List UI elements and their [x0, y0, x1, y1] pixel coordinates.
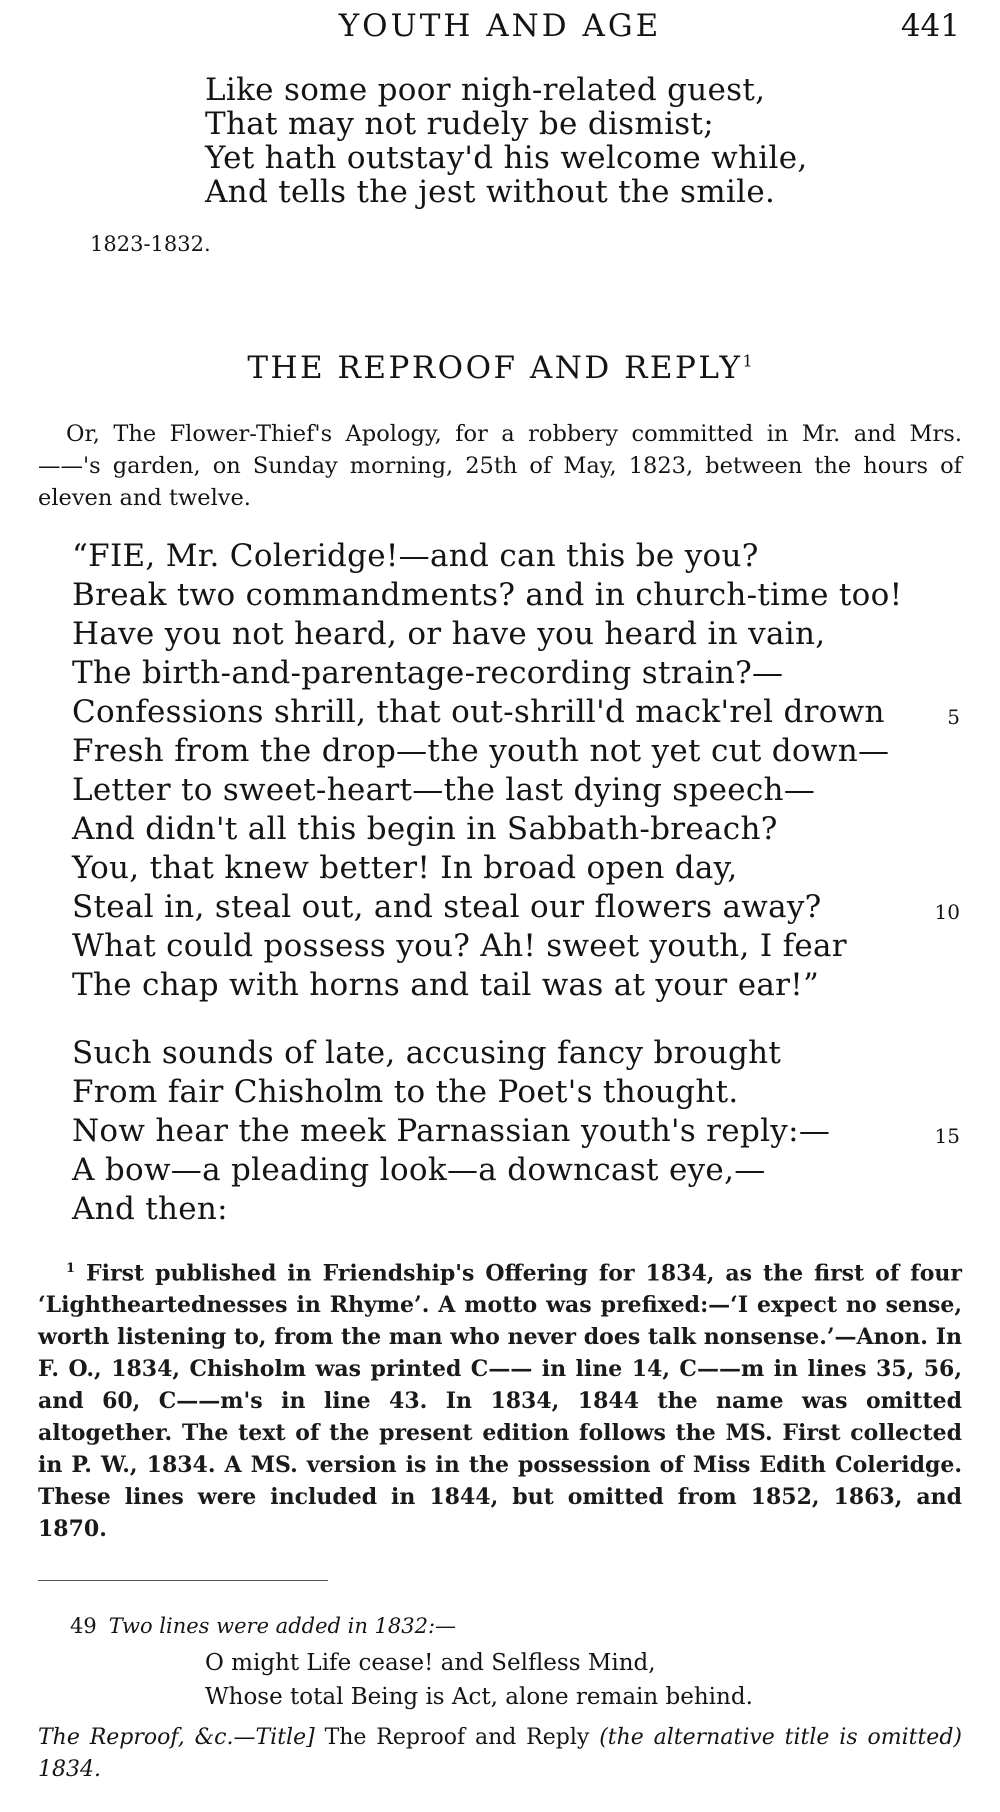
- verse-line: And didn't all this begin in Sabbath-breach?: [72, 811, 778, 847]
- verse-line: From fair Chisholm to the Poet's thought.: [72, 1074, 739, 1110]
- variant-verse-line: O might Life cease! and Selfless Mind,: [205, 1650, 656, 1676]
- variant-line-number: 49: [70, 1614, 97, 1638]
- running-header-title: YOUTH AND AGE: [338, 8, 662, 44]
- top-stanza-line: Yet hath outstay'd his welcome while,: [205, 140, 808, 176]
- composition-date: 1823-1832.: [90, 232, 211, 256]
- verse-line: Such sounds of late, accusing fancy brought: [72, 1035, 782, 1071]
- verse-line: What could possess you? Ah! sweet youth, I fear: [72, 928, 847, 964]
- verse-line: Confessions shrill, that out-shrill'd mack'rel drown: [72, 694, 885, 730]
- footnote-text: First published in Friendship's Offering for 1834, as the first of four ‘Lightheartednesses in Rhyme’. A motto was prefixed:—‘I expect no sense, worth listening to, from the man who never does talk nonsense.’—Anon. In F. O., 1834, Chisholm was printed C—— in line 14, C——m in lines 35, 56, and 60, C——m's in line 43. In 1834, 1844 the name was omitted altogether. The text of the present edition follows the MS. First collected in P. W., 1834. A MS. version is in the possession of Miss Edith Coleridge. These lines were included in 1844, but omitted from 1852, 1863, and 1870.: [38, 1260, 962, 1543]
- variant-verse-line: Whose total Being is Act, alone remain behind.: [205, 1684, 753, 1710]
- poem-title: [0, 350, 1000, 386]
- verse-line: And then:: [72, 1191, 228, 1227]
- title-note-rest: (the alternative title is omitted) 1834.: [38, 1725, 962, 1782]
- verse-line: “FIE, Mr. Coleridge!—and can this be you?: [72, 538, 759, 574]
- variant-note: [70, 1614, 456, 1638]
- verse-line: Have you not heard, or have you heard in vain,: [72, 616, 826, 652]
- line-number: 5: [947, 705, 960, 729]
- verse-line: Letter to sweet-heart—the last dying speech—: [72, 772, 816, 808]
- poem-title-text: THE REPROOF AND REPLY: [247, 350, 743, 386]
- line-number: 10: [934, 900, 960, 924]
- footnote-marker: 1: [66, 1261, 76, 1276]
- divider-rule: [38, 1580, 328, 1581]
- verse-line: Now hear the meek Parnassian youth's reply:—: [72, 1113, 831, 1149]
- verse-line: Steal in, steal out, and steal our flowers away?: [72, 889, 822, 925]
- top-stanza-line: That may not rudely be dismist;: [205, 106, 715, 142]
- footnote: [38, 1253, 962, 1545]
- poem-subtitle: Or, The Flower-Thief's Apology, for a robbery committed in Mr. and Mrs. ——'s garden, on Sunday morning, 25th of May, 1823, between the hours of eleven and twelve.: [38, 421, 962, 511]
- title-note-text: The Reproof and Reply: [324, 1725, 590, 1750]
- verse-line: You, that knew better! In broad open day,: [72, 850, 738, 886]
- verse-line: A bow—a pleading look—a downcast eye,—: [72, 1152, 766, 1188]
- page-number: 441: [900, 8, 960, 44]
- verse-line: Fresh from the drop—the youth not yet cut down—: [72, 733, 890, 769]
- verse-line: The chap with horns and tail was at your ear!”: [72, 967, 820, 1003]
- verse-line: The birth-and-parentage-recording strain?—: [72, 655, 784, 691]
- title-note-label: The Reproof, &c.—Title]: [38, 1725, 315, 1750]
- verse-line: Break two commandments? and in church-time too!: [72, 577, 903, 613]
- variant-intro: Two lines were added in 1832:—: [108, 1614, 457, 1638]
- top-stanza-line: Like some poor nigh-related guest,: [205, 72, 766, 108]
- top-stanza-line: And tells the jest without the smile.: [205, 174, 776, 210]
- line-number: 15: [934, 1124, 960, 1148]
- footnote-marker: 1: [742, 351, 753, 371]
- title-variant-note: [38, 1722, 962, 1786]
